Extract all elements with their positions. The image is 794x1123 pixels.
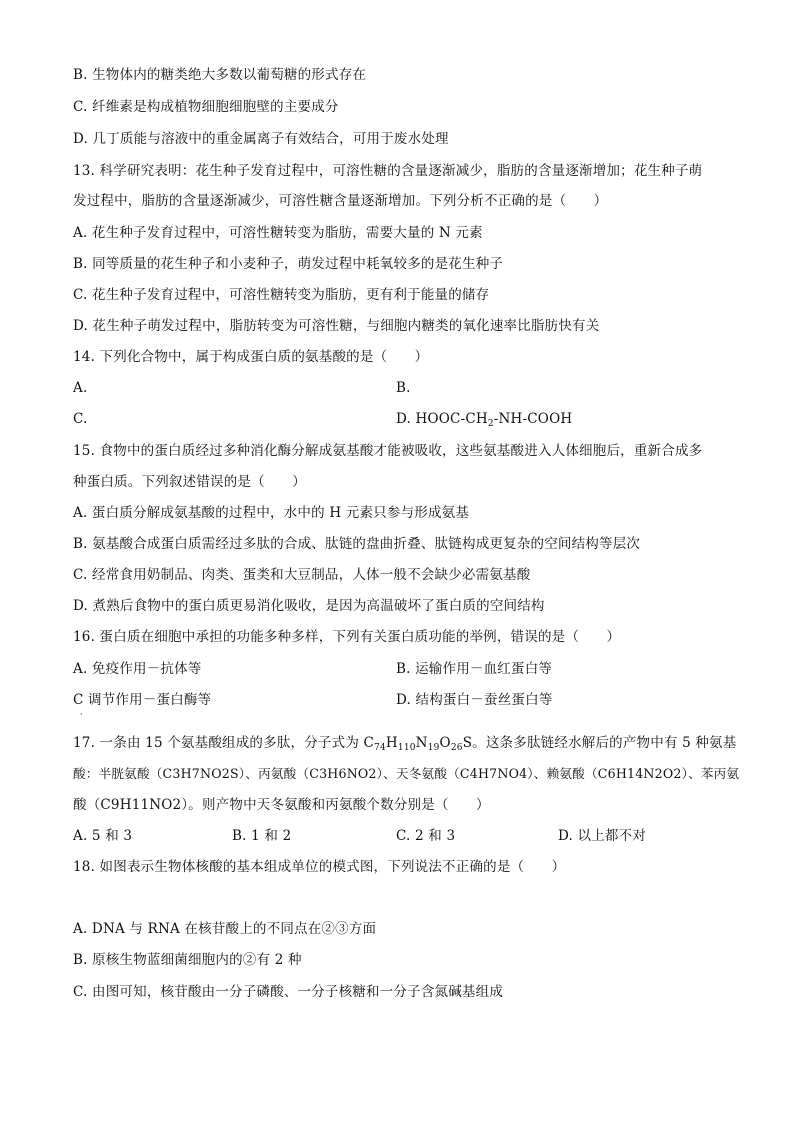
q15-stem-line1: 15. 食物中的蛋白质经过多种消化酶分解成氨基酸才能被吸收，这些氨基酸进入人体细胞后，重新合成多 <box>73 443 703 459</box>
q17-stem-line2: 酸：半胱氨酸（C3H7NO2S）、丙氨酸（C3H6NO2）、天冬氨酸（C4H7NO4）、赖氨酸（C6H14N2O2）、苯丙氨 <box>73 766 740 781</box>
q16-option-d: D. 结构蛋白－蚕丝蛋白等 <box>396 692 553 708</box>
q13-stem-line1: 13. 科学研究表明：花生种子发育过程中，可溶性糖的含量逐渐减少，脂肪的含量逐渐增加；花生种子萌 <box>73 163 703 179</box>
q16-option-c: C 调节作用－蛋白酶等 <box>73 692 212 708</box>
q17-option-b: B. 1 和 2 <box>232 828 292 844</box>
q14-option-d: D. HOOC-$CH_2-NH$-COOH <box>396 411 573 429</box>
q13-option-b: B. 同等质量的花生种子和小麦种子，萌发过程中耗氧较多的是花生种子 <box>73 256 504 272</box>
q16-option-a: A. 免疫作用－抗体等 <box>73 661 202 677</box>
q18-option-b: B. 原核生物蓝细菌细胞内的②有 2 种 <box>73 952 302 968</box>
q16-stem: 16. 蛋白质在细胞中承担的功能多种多样，下列有关蛋白质功能的举例，错误的是（ ） <box>73 629 621 645</box>
stray-dot: · <box>80 710 83 719</box>
q12-option-d: D. 几丁质能与溶液中的重金属离子有效结合，可用于废水处理 <box>73 131 449 147</box>
q15-stem-line2: 种蛋白质。下列叙述错误的是（ ） <box>73 474 306 490</box>
q17-option-d: D. 以上都不对 <box>558 828 647 844</box>
q17-option-c: C. 2 和 3 <box>396 828 456 844</box>
q14-option-c: C. <box>73 411 88 427</box>
q15-option-d: D. 煮熟后食物中的蛋白质更易消化吸收，是因为高温破坏了蛋白质的空间结构 <box>73 598 545 614</box>
q16-option-b: B. 运输作用－血红蛋白等 <box>396 661 553 677</box>
q17-stem-line1: 17. 一条由 15 个氨基酸组成的多肽，分子式为 $C_{74}H_{110}N_{19}O_{26}S$。这条多肽链经水解后的产物中有 5 种氨基 <box>73 735 737 753</box>
q18-option-a: A. DNA 与 RNA 在核苷酸上的不同点在②③方面 <box>73 921 377 937</box>
q18-option-c: C. 由图可知，核苷酸由一分子磷酸、一分子核糖和一分子含氮碱基组成 <box>73 984 504 1000</box>
q12-option-c: C. 纤维素是构成植物细胞细胞壁的主要成分 <box>73 99 339 115</box>
q12-option-b: B. 生物体内的糖类绝大多数以葡萄糖的形式存在 <box>73 67 367 83</box>
q15-option-a: A. 蛋白质分解成氨基酸的过程中，水中的 H 元素只参与形成氨基 <box>73 505 470 521</box>
q14-option-b: B. <box>396 380 411 396</box>
q15-option-b: B. 氨基酸合成蛋白质需经过多肽的合成、肽链的盘曲折叠、肽链构成更复杂的空间结构等层次 <box>73 536 641 552</box>
q18-stem: 18. 如图表示生物体核酸的基本组成单位的模式图，下列说法不正确的是（ ） <box>73 859 566 875</box>
q13-option-d: D. 花生种子萌发过程中，脂肪转变为可溶性糖，与细胞内糖类的氧化速率比脂肪快有关 <box>73 318 600 334</box>
q17-option-a: A. 5 和 3 <box>73 828 133 844</box>
q13-stem-line2: 发过程中，脂肪的含量逐渐减少，可溶性糖含量逐渐增加。下列分析不正确的是（ ） <box>73 193 608 209</box>
q17-stem-line3: 酸（C9H11NO2）。则产物中天冬氨酸和丙氨酸个数分别是（ ） <box>73 797 490 813</box>
q13-option-a: A. 花生种子发育过程中，可溶性糖转变为脂肪，需要大量的 N 元素 <box>73 225 483 241</box>
q13-option-c: C. 花生种子发育过程中，可溶性糖转变为脂肪，更有利于能量的储存 <box>73 287 490 303</box>
q14-stem: 14. 下列化合物中，属于构成蛋白质的氨基酸的是（ ） <box>73 349 429 365</box>
q14-option-a: A. <box>73 380 88 396</box>
q15-option-c: C. 经常食用奶制品、肉类、蛋类和大豆制品，人体一般不会缺少必需氨基酸 <box>73 567 531 583</box>
